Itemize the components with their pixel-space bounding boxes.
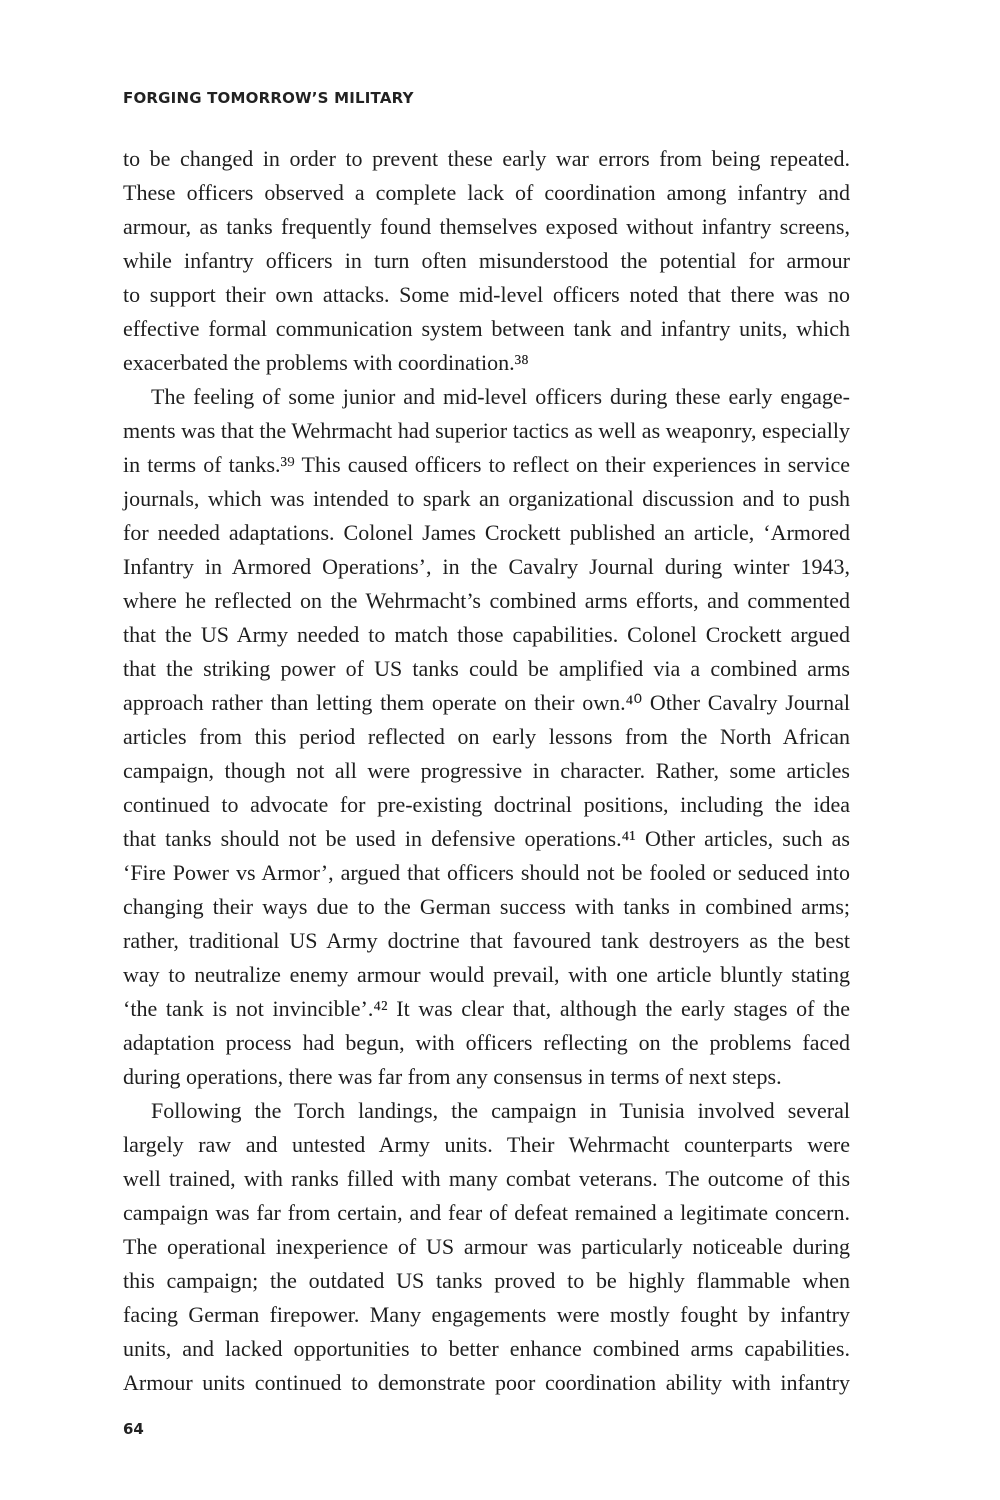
text-line: that the striking power of US tanks could be amplified via a combined arms [123,656,850,681]
page-number: 64 [123,1420,144,1438]
text-line: adaptation process had begun, with officers reflecting on the problems faced [123,1030,850,1055]
text-line: articles from this period reflected on early lessons from the North African [123,724,850,749]
text-line: armour, as tanks frequently found themselves exposed without infantry screens, [123,214,850,239]
text-line: during operations, there was far from any consensus in terms of next steps. [123,1064,782,1089]
text-line: approach rather than letting them operate on their own.⁴⁰ Other Cavalry Journal [123,690,850,715]
text-line: The feeling of some junior and mid-level officers during these early engage- [151,384,850,409]
text-line: largely raw and untested Army units. Their Wehrmacht counterparts were [123,1132,850,1157]
text-line: These officers observed a complete lack of coordination among infantry and [123,180,850,205]
text-line: continued to advocate for pre-existing doctrinal positions, including the idea [123,792,850,817]
text-line: that tanks should not be used in defensive operations.⁴¹ Other articles, such as [123,826,850,851]
text-line: The operational inexperience of US armour was particularly noticeable during [123,1234,850,1259]
text-line: campaign was far from certain, and fear of defeat remained a legitimate concern. [123,1200,850,1225]
text-line: way to neutralize enemy armour would prevail, with one article bluntly stating [123,962,850,987]
text-line: Following the Torch landings, the campaign in Tunisia involved several [151,1098,850,1123]
text-line: ‘Fire Power vs Armor’, argued that officers should not be fooled or seduced into [123,860,850,885]
text-line: well trained, with ranks filled with many combat veterans. The outcome of this [123,1166,850,1191]
text-line: Armour units continued to demonstrate poor coordination ability with infantry [123,1370,850,1395]
running-head: FORGING TOMORROW’S MILITARY [123,89,414,107]
text-line: exacerbated the problems with coordination.³⁸ [123,350,529,375]
text-line: rather, traditional US Army doctrine that favoured tank destroyers as the best [123,928,850,953]
text-line: facing German firepower. Many engagements were mostly fought by infantry [123,1302,850,1327]
text-line: effective formal communication system between tank and infantry units, which [123,316,850,341]
text-line: to be changed in order to prevent these early war errors from being repeated. [123,146,850,171]
text-line: that the US Army needed to match those capabilities. Colonel Crockett argued [123,622,850,647]
text-line: journals, which was intended to spark an organizational discussion and to push [123,486,850,511]
text-line: changing their ways due to the German success with tanks in combined arms; [123,894,850,919]
text-line: where he reflected on the Wehrmacht’s combined arms efforts, and commented [123,588,850,613]
text-line: ments was that the Wehrmacht had superior tactics as well as weaponry, especially [123,418,850,443]
text-line: this campaign; the outdated US tanks proved to be highly flammable when [123,1268,850,1293]
text-line: campaign, though not all were progressive in character. Rather, some articles [123,758,850,783]
text-line: to support their own attacks. Some mid-level officers noted that there was no [123,282,850,307]
text-line: ‘the tank is not invincible’.⁴² It was clear that, although the early stages of the [123,996,850,1021]
text-line: units, and lacked opportunities to better enhance combined arms capabilities. [123,1336,850,1361]
text-line: in terms of tanks.³⁹ This caused officers to reflect on their experiences in service [123,452,850,477]
text-line: Infantry in Armored Operations’, in the Cavalry Journal during winter 1943, [123,554,850,579]
text-line: while infantry officers in turn often misunderstood the potential for armour [123,248,850,273]
body-text [123,142,850,1400]
text-line: for needed adaptations. Colonel James Crockett published an article, ‘Armored [123,520,850,545]
